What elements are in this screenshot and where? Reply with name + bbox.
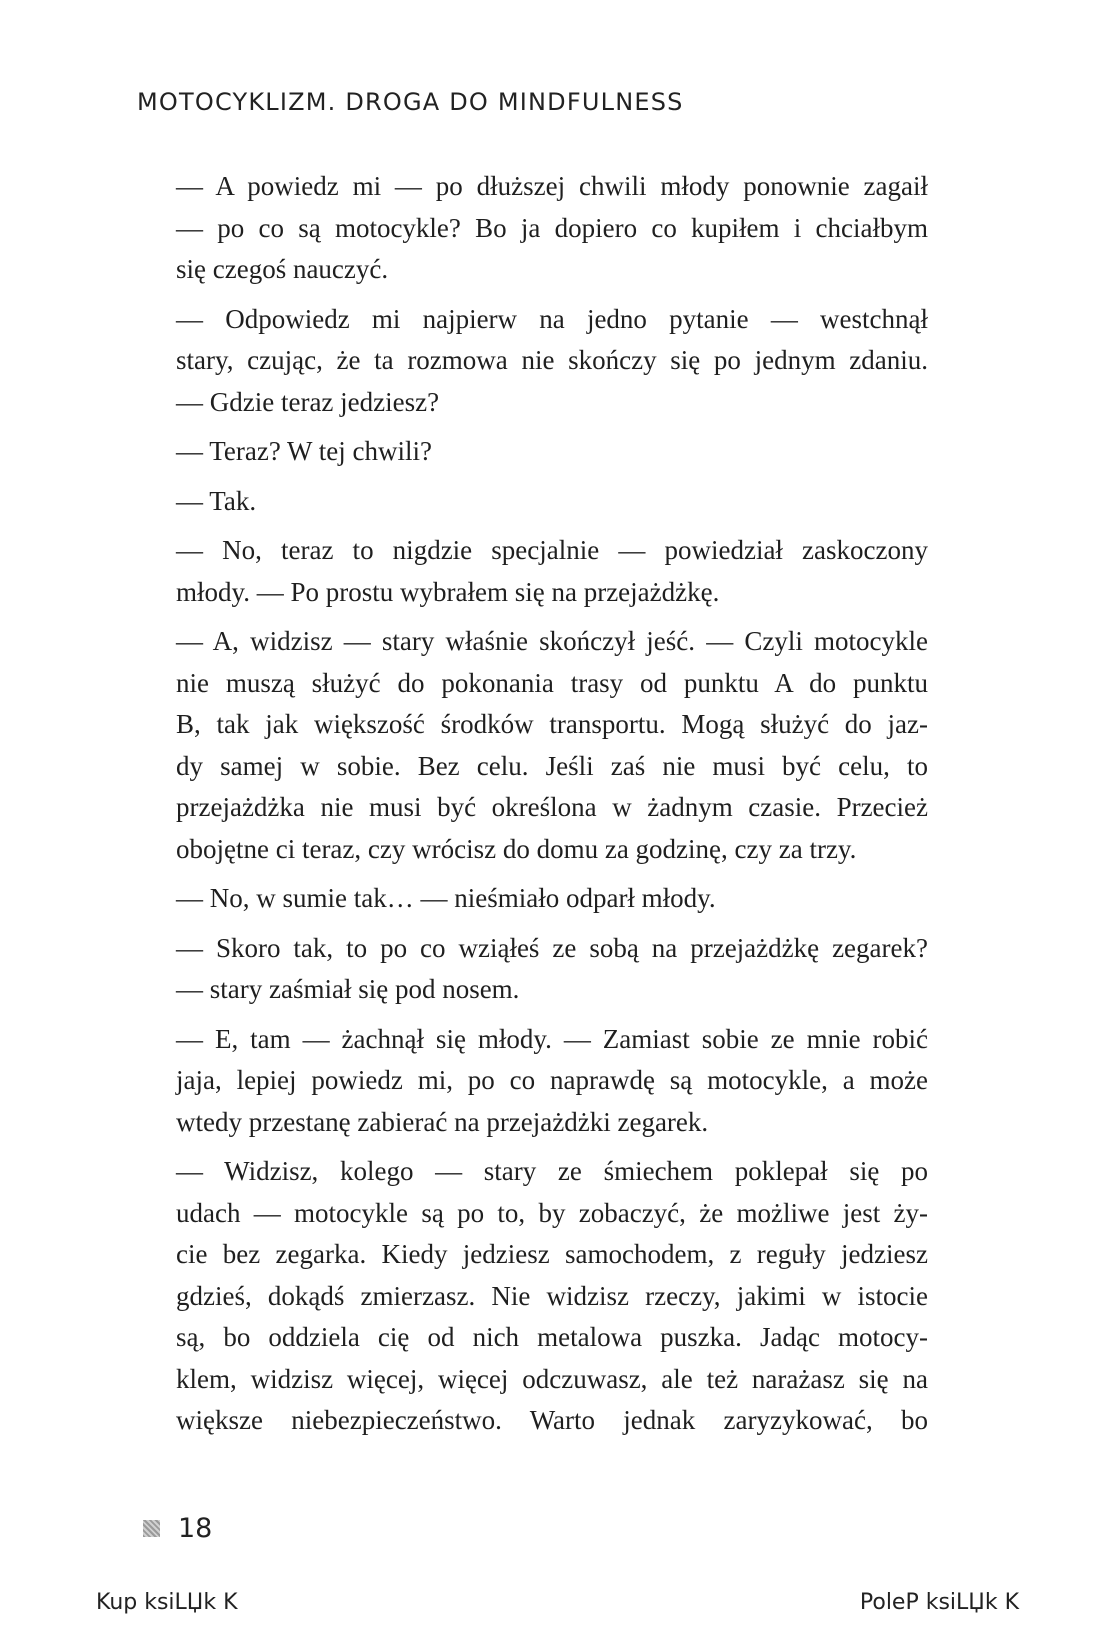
text-line: udach — motocykle są po to, by zobaczyć, że możliwe jest ży- bbox=[176, 1197, 928, 1228]
paragraph bbox=[176, 166, 928, 291]
paragraph bbox=[176, 431, 928, 473]
buy-book-link[interactable]: Kup ksiLЏk K bbox=[96, 1590, 238, 1615]
paragraph bbox=[176, 299, 928, 424]
text-line: cie bez zegarka. Kiedy jedziesz samochodem, z reguły jedziesz bbox=[176, 1239, 928, 1269]
text-line: większe niebezpieczeństwo. Warto jednak zaryzykować, bo bbox=[176, 1405, 928, 1435]
text-line: wtedy przestanę zabierać na przejażdżki zegarek. bbox=[176, 1106, 709, 1137]
text-line: — Teraz? W tej chwili? bbox=[176, 436, 433, 466]
text-line: B, tak jak większość środków transportu. Mogą służyć do jaz- bbox=[176, 709, 928, 739]
text-line: — E, tam — żachnął się młody. — Zamiast sobie ze mnie robić bbox=[176, 1023, 928, 1054]
paragraph bbox=[176, 1019, 928, 1144]
text-line: gdzieś, dokądś zmierzasz. Nie widzisz rzeczy, jakimi w istocie bbox=[176, 1280, 928, 1311]
text-line: — No, w sumie tak… — nieśmiało odparł młody. bbox=[176, 883, 716, 913]
text-line: nie muszą służyć do pokonania trasy od punktu A do punktu bbox=[176, 667, 928, 698]
text-line: jaja, lepiej powiedz mi, po co naprawdę są motocykle, a może bbox=[176, 1065, 928, 1095]
text-line: — stary zaśmiał się pod nosem. bbox=[176, 974, 520, 1004]
running-title: MOTOCYKLIZM. DROGA DO MINDFULNESS bbox=[137, 88, 684, 116]
text-line: — A, widzisz — stary właśnie skończył jeść. — Czyli motocykle bbox=[176, 626, 928, 656]
text-line: — A powiedz mi — po dłuższej chwili młody ponownie zagaił bbox=[176, 171, 928, 201]
paragraph bbox=[176, 928, 928, 1011]
text-line: są, bo oddziela cię od nich metalowa puszka. Jadąc motocy- bbox=[176, 1322, 928, 1352]
text-line: klem, widzisz więcej, więcej odczuwasz, ale też narażasz się na bbox=[176, 1363, 928, 1394]
paragraph bbox=[176, 621, 928, 870]
text-line: — Widzisz, kolego — stary ze śmiechem poklepał się po bbox=[176, 1156, 928, 1186]
paragraph bbox=[176, 481, 928, 523]
text-line: — Gdzie teraz jedziesz? bbox=[176, 386, 440, 417]
text-line: — Odpowiedz mi najpierw na jedno pytanie — westchnął bbox=[176, 303, 928, 334]
recommend-book-link[interactable]: PoleP ksiLЏk K bbox=[859, 1590, 1019, 1615]
text-line: młody. — Po prostu wybrałem się na przejażdżkę. bbox=[176, 576, 720, 607]
paragraph bbox=[176, 1151, 928, 1442]
text-line: przejażdżka nie musi być określona w żadnym czasie. Przecież bbox=[176, 792, 928, 822]
text-line: stary, czując, że ta rozmowa nie skończy się po jednym zdaniu. bbox=[176, 345, 928, 375]
text-line: — po co są motocykle? Bo ja dopiero co kupiłem i chciałbym bbox=[176, 212, 928, 243]
text-line: się czegoś nauczyć. bbox=[176, 254, 389, 284]
page-number: 18 bbox=[178, 1513, 213, 1544]
text-line: obojętne ci teraz, czy wrócisz do domu za godzinę, czy za trzy. bbox=[176, 833, 857, 864]
text-line: — No, teraz to nigdzie specjalnie — powiedział zaskoczony bbox=[176, 535, 928, 565]
text-line: dy samej w sobie. Bez celu. Jeśli zaś nie musi być celu, to bbox=[176, 750, 928, 781]
body-text bbox=[176, 166, 928, 1450]
page-marker-icon bbox=[143, 1520, 160, 1537]
paragraph bbox=[176, 878, 928, 920]
paragraph bbox=[176, 530, 928, 613]
text-line: — Skoro tak, to po co wziąłeś ze sobą na przejażdżkę zegarek? bbox=[176, 932, 928, 963]
text-line: — Tak. bbox=[176, 485, 257, 516]
